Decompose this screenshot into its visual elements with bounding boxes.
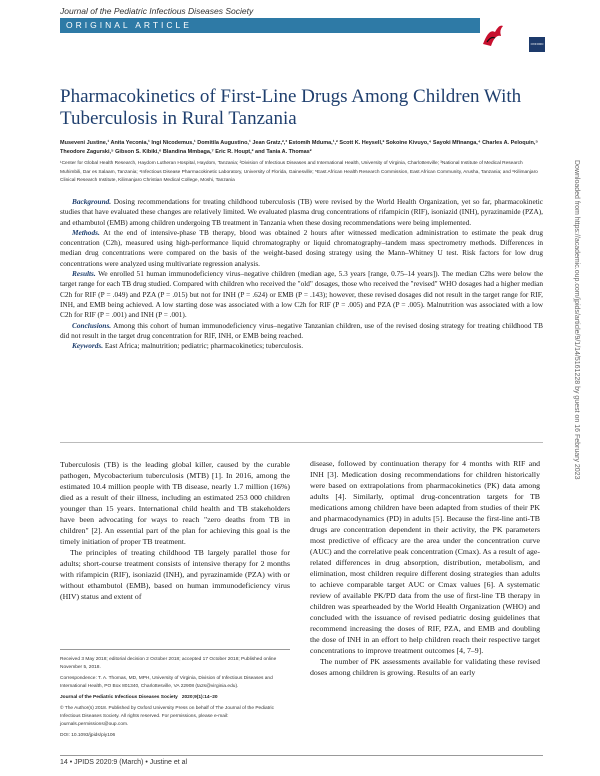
abstract-background: Background. Dosing recommendations for treating childhood tuberculosis (TB) were revised by the World Health Organization, yet so far, pharmacokinetic studies that have evaluated these changes are relatively limited. We evaluated plasma drug concentrations of rifampicin (RIF), isoniazid (INH), pyrazinamide (PZA), and ethambutol (EMB) among children undergoing TB treatment in Tanzania when these dosing recommendations were being implemented. <box>60 197 543 227</box>
body-column-right <box>310 458 540 678</box>
body-paragraph: The number of PK assessments available for validating these revised doses among children is growing. Results of an early <box>310 657 540 677</box>
article-title: Pharmacokinetics of First-Line Drugs Among Children With Tuberculosis in Rural Tanzania <box>60 86 522 129</box>
background-label: Background. <box>72 197 112 206</box>
abstract-methods: Methods. At the end of intensive-phase TB therapy, blood was obtained 2 hours after witnessed medication administration to estimate the peak drug concentration (C2h), measured using high-performance liquid chromatography or liquid chromatography–tandem mass spectrometry methods. Differences in median drug concentrations were compared on the basis of the weight-based dosing strategy using the Mann–Whitney U test. Risk factors for low drug concentrations were analyzed using multivariate regression analysis. <box>60 227 543 268</box>
abstract <box>60 197 543 351</box>
oxford-logo: OXFORD <box>529 37 545 52</box>
journal-citation: Journal of the Pediatric Infectious Diseases Society 2020;9(1):14–20 <box>60 695 218 700</box>
idsa-logo-icon <box>481 22 505 50</box>
author-list: Museveni Justine,¹ Anita Yeconia,¹ Ingi Nicodemus,¹ Domitila Augustino,¹ Jean Gratz,²,³ Estomih Mduma,¹,² Scott K. Heysell,² Sokoine Kivuyo,⁴ Sayoki Mfinanga,⁴ Charles A. Peloquin,⁵ Theodore Zagurski,⁵ Gibson S. Kibiki,⁶ Blandina Mmbaga,⁷ Eric R. Houpt,² and Tania A. Thomas² <box>60 140 538 155</box>
journal-name: Journal of the Pediatric Infectious Diseases Society <box>60 6 254 16</box>
article-type-banner: ORIGINAL ARTICLE <box>60 18 480 33</box>
article-notes <box>60 656 290 743</box>
copyright: © The Author(s) 2018. Published by Oxford University Press on behalf of The Journal of the Pediatric Infectious Diseases Society. All rights reserved. For permissions, please e-mail: journals.permissions@oup.com. <box>60 706 274 727</box>
body-paragraph: The principles of treating childhood TB largely parallel those for adults; short-course treatment consists of intensive therapy for 2 months with rifampicin (RIF), isoniazid (INH), and pyrazinamide (PZA) with or without ethambutol (EMB), based on human immunodeficiency virus (HIV) status and extent of <box>60 548 290 601</box>
doi-link[interactable]: DOI: 10.1093/jpids/piy106 <box>60 733 116 738</box>
download-notice[interactable]: Downloaded from https://academic.oup.com/jpids/article/9/1/14/5161228 by guest on 16 February 2023 <box>573 160 580 480</box>
body-paragraph: disease, followed by continuation therapy for 4 months with RIF and INH [3]. Medication dosing recommendations for children historically were based on extrapolations from pharmacokinetics (PK) data among adults [4]. Similarly, optimal drug-concentration targets for TB medications among children have been adapted from studies of their PK and pharmacodynamics (PD) in adults [5]. Because the first-line anti-TB drugs are concentration dependent in their activity, the PK parameters most predictive of efficacy are the area under the concentration curve (AUC) and the correlative peak concentration (Cmax). As a result of age-related differences in drug absorption, distribution, metabolism, and elimination, most children require different dosing strategies than adults to achieve comparable target AUC or Cmax values [6]. A systematic review of available PK/PD data from the use of first-line TB therapy in children was spearheaded by the World Health Organization (WHO) and concluded with the issuance of revised pediatric dosing guidelines that recommend increasing the doses of RIF, PZA, and EMB and doubling the dose of INH in an effort to help children reach their respective target concentrations to improve treatment outcomes [4, 7–9]. <box>310 459 540 655</box>
abstract-conclusions: Conclusions. Among this cohort of human immunodeficiency virus–negative Tanzanian children, use of the revised dosing strategy for treating childhood TB did not result in the target drug concentration for RIF, INH, or EMB being reached. <box>60 320 544 340</box>
methods-label: Methods. <box>72 227 100 237</box>
correspondence: Correspondence: T. A. Thomas, MD, MPH, University of Virginia, Division of Infectious Diseases and International Health, PO Box 801340, Charlottesville, VA 22908 (ta2s@virginia.edu). <box>60 676 273 689</box>
abstract-keywords: Keywords. East Africa; malnutrition; pediatric; pharmacokinetics; tuberculosis. <box>72 341 304 351</box>
results-label: Results. <box>72 269 96 279</box>
abstract-divider <box>60 442 543 443</box>
keywords-label: Keywords. <box>72 341 104 351</box>
page-footer: 14 • JPIDS 2020:9 (March) • Justine et al <box>60 759 188 766</box>
notes-divider <box>60 649 290 650</box>
received-dates: Received 3 May 2018; editorial decision 2 October 2018; accepted 17 October 2018; Published online November 5, 2018. <box>60 657 277 670</box>
body-paragraph: Tuberculosis (TB) is the leading global killer, caused by the curable pathogen, Mycobacterium tuberculosis (MTB) [1]. In 2016, among the estimated 10.4 million people with TB disease, nearly 1.7 million (16%) died as a result of their illness, including an estimated 253 000 children younger than 15 years. International child health and TB stakeholders have been advocating for ways to reach "zero deaths from TB in children" [2]. An essential part of the plan for achieving this goal is the timely initiation of proper TB treatment. <box>60 460 290 546</box>
body-column-left <box>60 459 290 602</box>
download-watermark <box>570 160 582 580</box>
conclusions-label: Conclusions. <box>72 320 112 330</box>
abstract-results: Results. We enrolled 51 human immunodeficiency virus–negative children (median age, 5.3 years [range, 0.75–14 years]). The median C2hs were below the target range for each TB drug studied. Compared with children who received the "old" dosages, those who received the "revised" WHO dosages had a higher median C2h for RIF (P = .049) and PZA (P = .015) but not for INH (P = .624) or EMB (P = .143); however, these revised dosages did not result in the target range for RIF, INH, and EMB being achieved. A low starting dose was associated with a low C2h for RIF (P = .005) and PZA (P = .005). Malnutrition was associated with a low C2h for RIF (P = .001) and INH (P = .001). <box>60 269 543 320</box>
affiliations: ¹Center for Global Health Research, Haydom Lutheran Hospital, Haydom, Tanzania; ²Division of Infectious Diseases and International Health, University of Virginia, Charlottesville; ³National Institute of Medical Research Muhimbili, Dar es Salaam, Tanzania; ⁴Infectious Disease Pharmacokinetic Laboratory, University of Florida, Gainesville; ⁵East African Health Research Commission, East African Community, Arusha, Tanzania; and ⁶Kilimanjaro Clinical Research Institute, Kilimanjaro Christian Medical College, Moshi, Tanzania <box>60 161 538 183</box>
footer-divider <box>60 755 543 756</box>
